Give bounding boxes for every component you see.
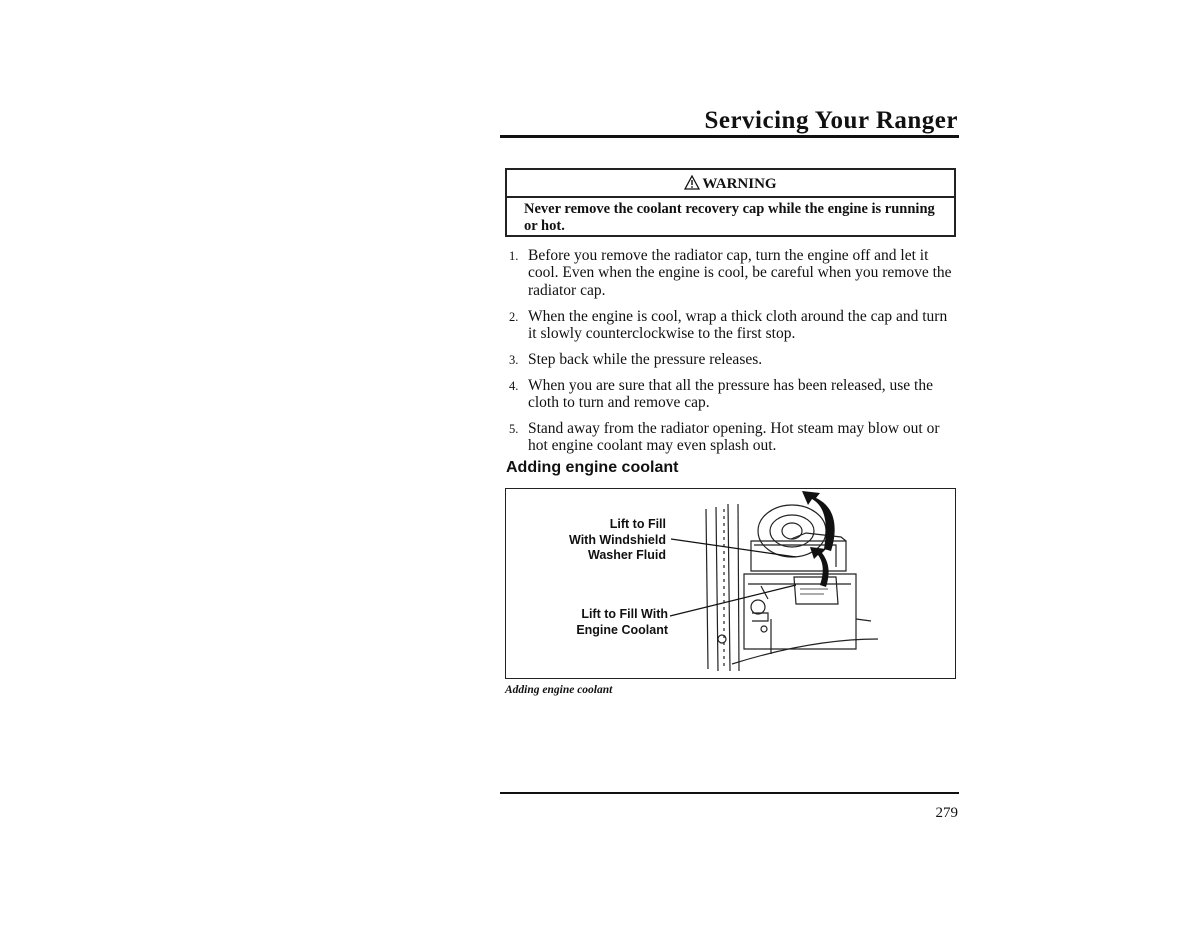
figure-caption: Adding engine coolant <box>505 684 613 696</box>
list-item <box>508 420 958 455</box>
header-rule <box>500 135 959 138</box>
list-item <box>508 308 958 343</box>
step-text: Stand away from the radiator opening. Hot steam may blow out or hot engine coolant may even splash out. <box>528 420 940 455</box>
footer-rule <box>500 792 959 794</box>
step-text: Before you remove the radiator cap, turn the engine off and let it cool. Even when the engine is cool, be careful when you remove the radiator cap. <box>528 247 952 299</box>
washer-label-line: With Windshield <box>569 532 666 547</box>
instruction-list <box>508 247 958 463</box>
list-item <box>508 247 958 299</box>
warning-title: WARNING <box>702 175 777 192</box>
step-text: When you are sure that all the pressure has been released, use the cloth to turn and remove cap. <box>528 376 933 412</box>
step-number: 1. <box>509 249 519 263</box>
warning-triangle-icon <box>684 175 700 190</box>
engine-coolant-figure <box>505 488 956 679</box>
engine-coolant-label <box>576 607 668 638</box>
step-number: 2. <box>509 309 519 324</box>
step-number: 4. <box>509 378 519 393</box>
warning-header <box>507 170 954 198</box>
section-heading: Adding engine coolant <box>506 459 679 476</box>
step-number: 5. <box>509 422 519 437</box>
step-number: 3. <box>509 352 519 367</box>
page-header-title: Servicing Your Ranger <box>704 107 958 134</box>
list-item <box>508 351 958 368</box>
washer-label-line: Lift to Fill <box>609 517 666 531</box>
step-text: When the engine is cool, wrap a thick cloth around the cap and turn it slowly counterclockwise to the first stop. <box>528 307 948 342</box>
coolant-label-line: Lift to Fill With <box>581 607 668 621</box>
list-item <box>508 377 958 412</box>
warning-box <box>505 168 956 237</box>
step-text: Step back while the pressure releases. <box>528 350 763 368</box>
warning-text: Never remove the coolant recovery cap while the engine is running or hot. <box>524 201 935 234</box>
washer-label-line: Washer Fluid <box>587 548 666 562</box>
washer-fluid-label <box>569 517 666 564</box>
coolant-label-line: Engine Coolant <box>576 622 668 637</box>
page-number: 279 <box>935 805 958 821</box>
